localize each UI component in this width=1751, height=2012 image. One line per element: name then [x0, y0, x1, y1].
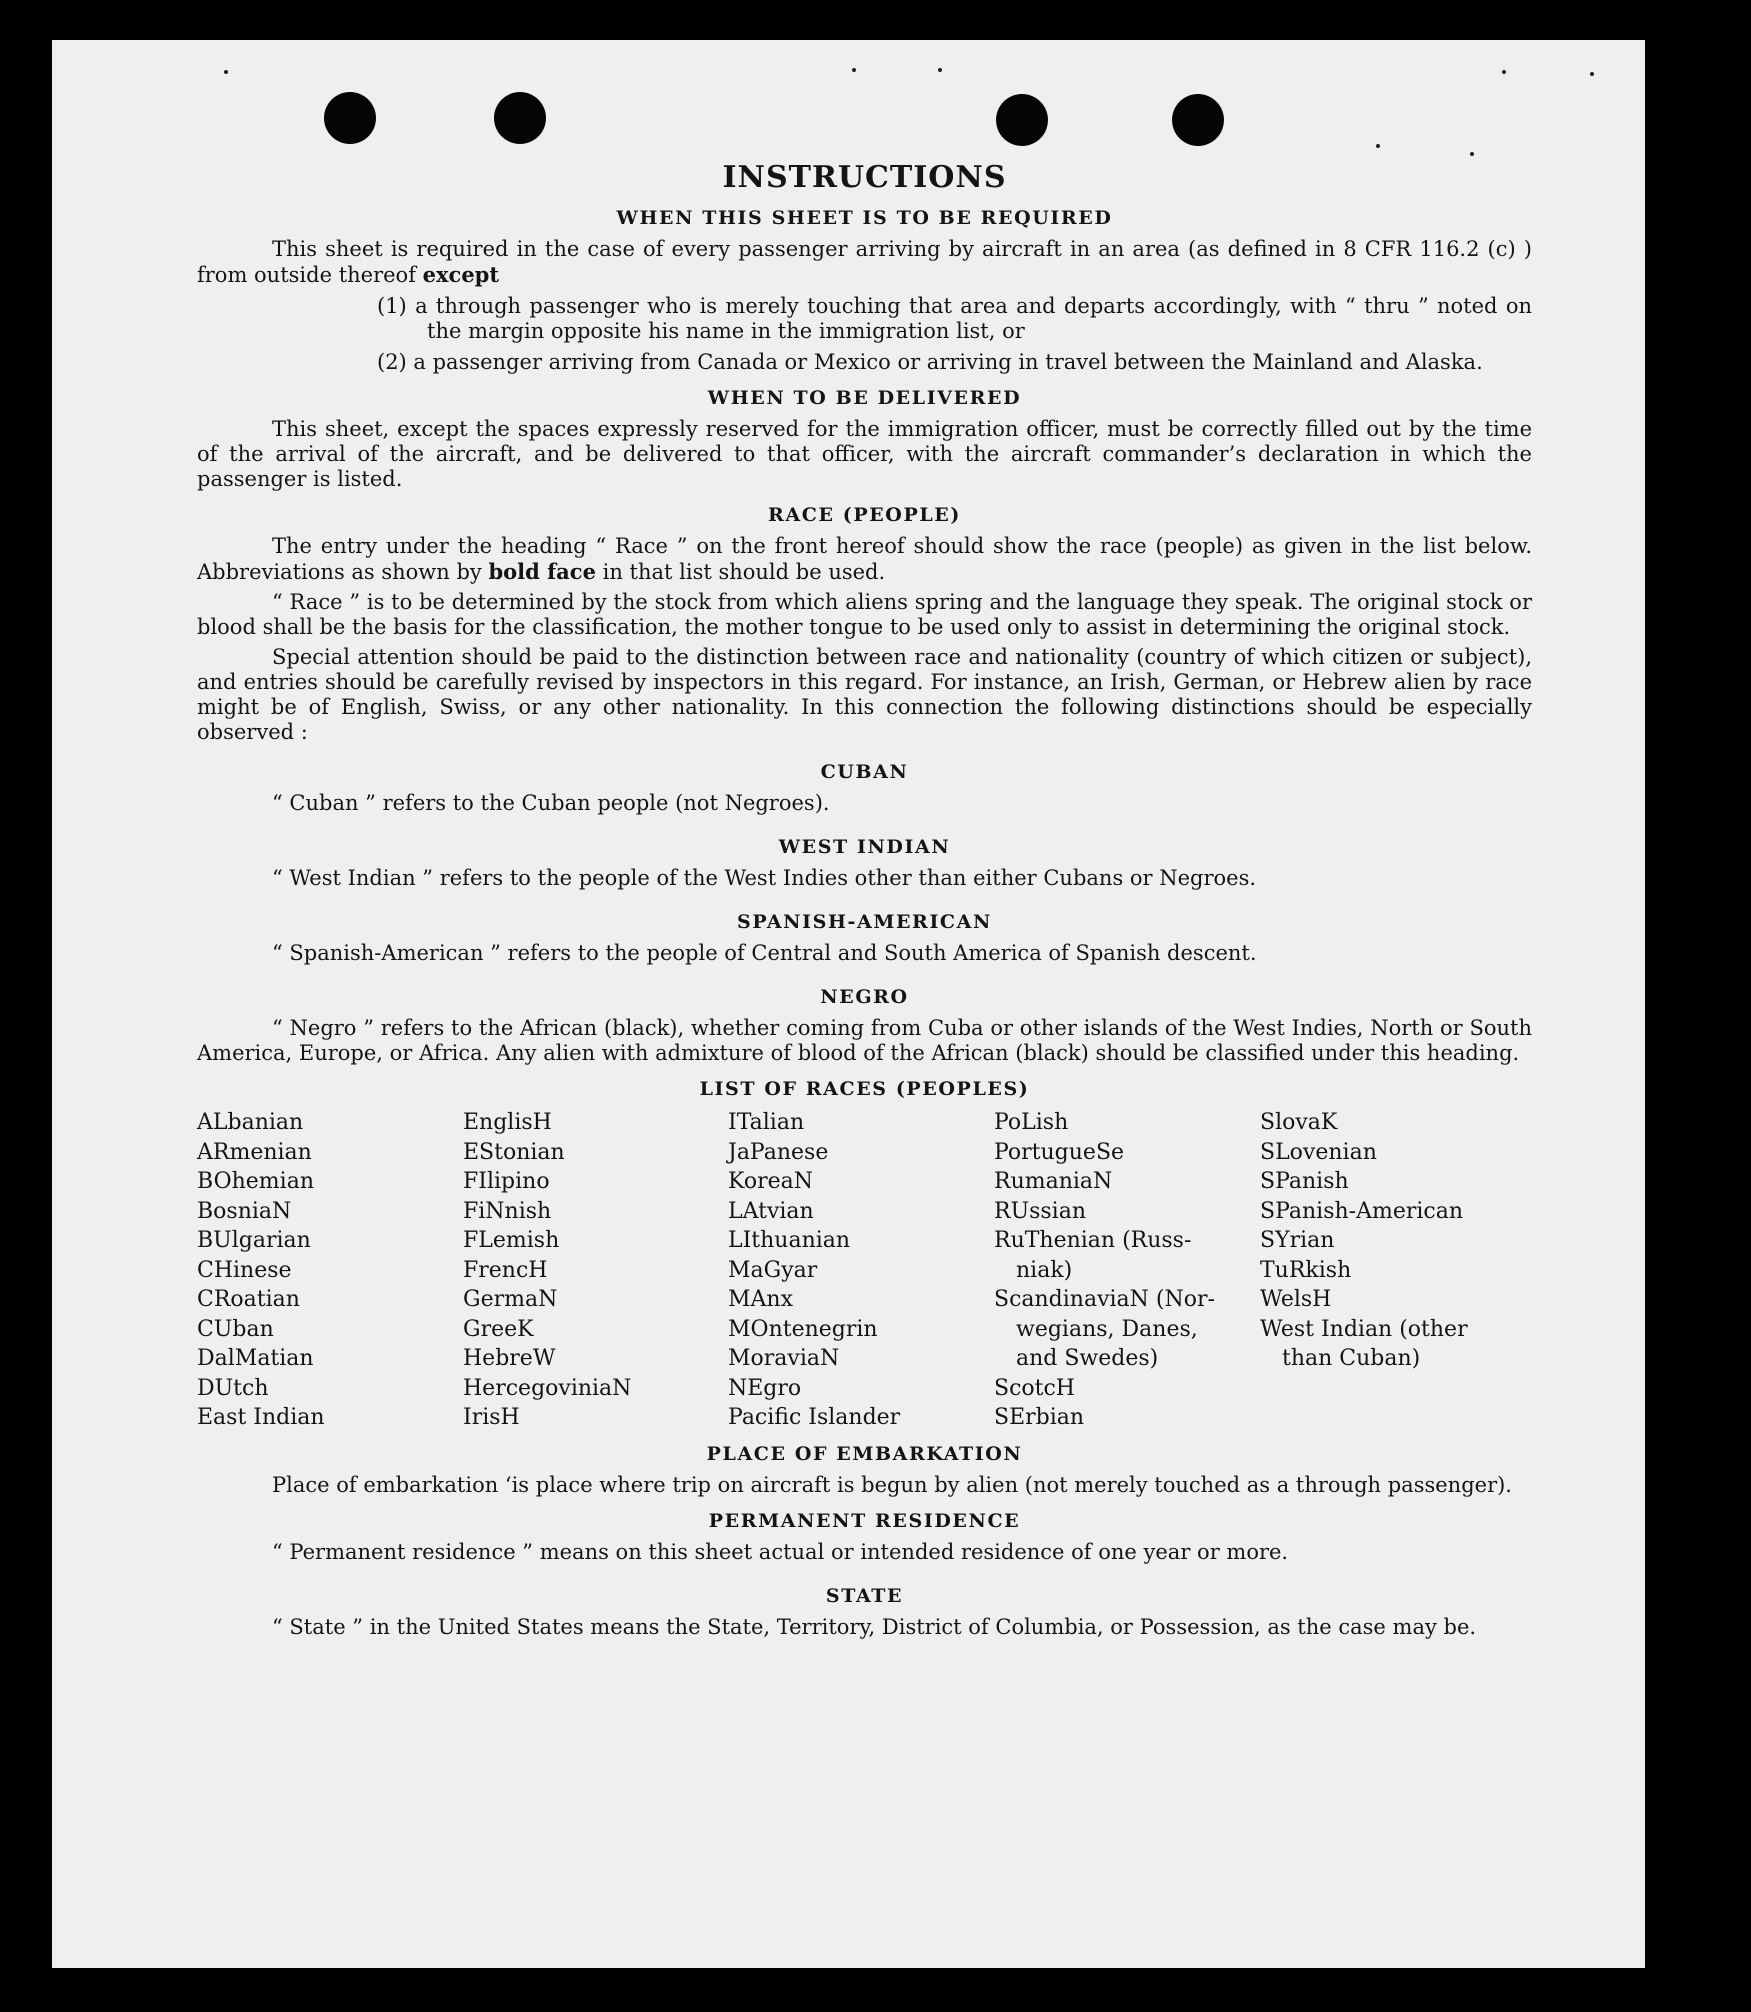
negro-text: “ Negro ” refers to the African (black), whether coming from Cuba or other islands of the West Indies, North or South America, Europe, or Africa. Any alien with admixture of blood of the African (black) should be classified under this heading.	[197, 1016, 1532, 1065]
race-entry: PortugueSe	[994, 1139, 1125, 1165]
spanish-american-text: “ Spanish-American ” refers to the people of Central and South America of Spanish descent.	[272, 941, 1257, 965]
place-of-embarkation-text: Place of embarkation ‘is place where trip on aircraft is begun by alien (not merely touched as a through passenger).	[272, 1472, 1512, 1497]
race-entry: ITalian	[728, 1110, 805, 1135]
speck	[1470, 152, 1474, 156]
speck	[938, 68, 942, 72]
race-entry: SlovaK	[1260, 1110, 1338, 1135]
race-entry: FiNnish	[463, 1198, 552, 1224]
race-entry: SPanish-American	[1260, 1198, 1464, 1224]
race-entry: ScotcH	[994, 1375, 1075, 1401]
heading-permanent-residence: PERMANENT RESIDENCE	[708, 1509, 1021, 1532]
heading-when-delivered: WHEN TO BE DELIVERED	[707, 387, 1022, 409]
heading-state: STATE	[825, 1584, 904, 1607]
race-entry: FIlipino	[463, 1169, 550, 1194]
race-entry: MOntenegrin	[728, 1316, 878, 1342]
race-entry: wegians, Danes,	[1016, 1316, 1198, 1342]
race-entry: niak)	[1016, 1257, 1073, 1283]
punch-hole-3	[996, 94, 1048, 146]
race-entry: KoreaN	[728, 1169, 813, 1194]
race-entry: MaGyar	[728, 1257, 818, 1283]
races-column-4	[994, 1108, 1260, 1433]
race-entry: GreeK	[463, 1316, 534, 1342]
page-title: INSTRUCTIONS	[722, 160, 1007, 195]
race-entry: LAtvian	[728, 1198, 814, 1224]
race-entry: BOhemian	[197, 1169, 314, 1194]
race-entry: East Indian	[197, 1405, 325, 1430]
races-column-5	[1260, 1108, 1532, 1433]
instructions-content	[197, 160, 1532, 1640]
race-entry: West Indian (other	[1260, 1316, 1468, 1342]
races-list	[197, 1108, 1532, 1433]
race-entry: ScandinaviaN (Nor-	[994, 1287, 1215, 1312]
race-entry: PoLish	[994, 1110, 1069, 1135]
cuban-text: “ Cuban ” refers to the Cuban people (not Negroes).	[272, 791, 830, 815]
race-entry: TuRkish	[1260, 1257, 1352, 1283]
heading-spanish-american: SPANISH-AMERICAN	[737, 911, 992, 933]
race-entry: LIthuanian	[728, 1228, 851, 1253]
race-entry: IrisH	[463, 1405, 520, 1430]
race-entry: RuThenian (Russ-	[994, 1228, 1192, 1253]
heading-place-of-embarkation: PLACE OF EMBARKATION	[706, 1442, 1023, 1465]
heading-when-required: WHEN THIS SHEET IS TO BE REQUIRED	[616, 207, 1113, 229]
race-paragraph-3: Special attention should be paid to the distinction between race and nationality (country of which citizen or subject), and entries should be carefully revised by inspectors in this regard. For instance, an Irish, German, or Hebrew alien by race might be of English, Swiss, or any other nationality. In this connection the following distinctions should be especially observed :	[197, 645, 1532, 744]
race-paragraph-1: The entry under the heading “ Race ” on the front hereof should show the race (people) as given in the list below. Abbreviations as shown by bold face in that list should be used.	[197, 534, 1532, 584]
race-entry: GermaN	[463, 1287, 558, 1312]
speck	[1376, 144, 1380, 148]
west-indian-text: “ West Indian ” refers to the people of the West Indies other than either Cubans or Negroes.	[272, 866, 1257, 890]
races-column-2	[463, 1108, 728, 1433]
race-entry: RumaniaN	[994, 1169, 1113, 1194]
speck	[224, 70, 228, 74]
state-text: “ State ” in the United States means the State, Territory, District of Columbia, or Possession, as the case may be.	[272, 1614, 1477, 1639]
race-entry: CHinese	[197, 1257, 292, 1283]
race-entry: MoraviaN	[728, 1346, 840, 1371]
exception-item-1: (1) a through passenger who is merely touching that area and departs accordingly, with “ thru ” noted on the margin opposite his name in the immigration list, or	[377, 294, 1532, 343]
when-delivered-text: This sheet, except the spaces expressly reserved for the immigration officer, must be correctly filled out by the time of the arrival of the aircraft, and be delivered to that officer, with the aircraft commander’s declaration in which the passenger is listed.	[197, 417, 1532, 491]
race-entry: DalMatian	[197, 1346, 314, 1371]
race-entry: and Swedes)	[1016, 1346, 1159, 1371]
races-column-3	[728, 1108, 994, 1433]
speck	[852, 68, 856, 72]
document-sheet	[52, 40, 1645, 1968]
race-entry: MAnx	[728, 1287, 793, 1312]
race-entry: SLovenian	[1260, 1139, 1377, 1165]
punch-hole-4	[1172, 94, 1224, 146]
race-entry: NEgro	[728, 1375, 802, 1401]
speck	[1590, 72, 1594, 76]
race-entry: FrencH	[463, 1257, 548, 1283]
race-entry: EStonian	[463, 1139, 565, 1165]
race-entry: BosniaN	[197, 1198, 292, 1224]
race-entry: than Cuban)	[1282, 1346, 1421, 1371]
races-column-1	[197, 1108, 463, 1433]
race-entry: DUtch	[197, 1375, 269, 1401]
race-entry: ALbanian	[197, 1110, 304, 1135]
punch-hole-2	[494, 92, 546, 144]
race-entry: SErbian	[994, 1405, 1085, 1430]
heading-negro: NEGRO	[820, 986, 909, 1008]
heading-cuban: CUBAN	[820, 761, 909, 783]
race-entry: HebreW	[463, 1346, 556, 1371]
race-entry: JaPanese	[728, 1139, 829, 1165]
race-entry: BUlgarian	[197, 1228, 311, 1253]
speck	[1502, 70, 1506, 74]
heading-list-of-races: LIST OF RACES (PEOPLES)	[699, 1078, 1030, 1100]
exception-item-2: (2) a passenger arriving from Canada or Mexico or arriving in travel between the Mainland and Alaska.	[377, 350, 1483, 374]
punch-hole-1	[324, 92, 376, 144]
race-entry: EnglisH	[463, 1110, 552, 1135]
race-entry: FLemish	[463, 1228, 560, 1253]
race-entry: CUban	[197, 1316, 274, 1342]
race-entry: Pacific Islander	[728, 1405, 901, 1430]
race-entry: RUssian	[994, 1198, 1087, 1224]
heading-race: RACE (PEOPLE)	[768, 504, 961, 526]
race-paragraph-2: “ Race ” is to be determined by the stock from which aliens spring and the language they speak. The original stock or blood shall be the basis for the classification, the mother tongue to be used only to assist in determining the original stock.	[197, 590, 1532, 639]
race-entry: WelsH	[1260, 1287, 1332, 1312]
race-entry: CRoatian	[197, 1287, 300, 1312]
permanent-residence-text: “ Permanent residence ” means on this sheet actual or intended residence of one year or more.	[272, 1539, 1289, 1564]
heading-west-indian: WEST INDIAN	[778, 836, 951, 858]
race-entry: SPanish	[1260, 1169, 1349, 1194]
race-entry: ARmenian	[197, 1139, 312, 1165]
when-required-intro: This sheet is required in the case of every passenger arriving by aircraft in an area (as defined in 8 CFR 116.2 (c) ) from outside thereof except	[197, 237, 1532, 287]
race-entry: SYrian	[1260, 1228, 1335, 1253]
race-entry: HercegoviniaN	[463, 1375, 632, 1401]
